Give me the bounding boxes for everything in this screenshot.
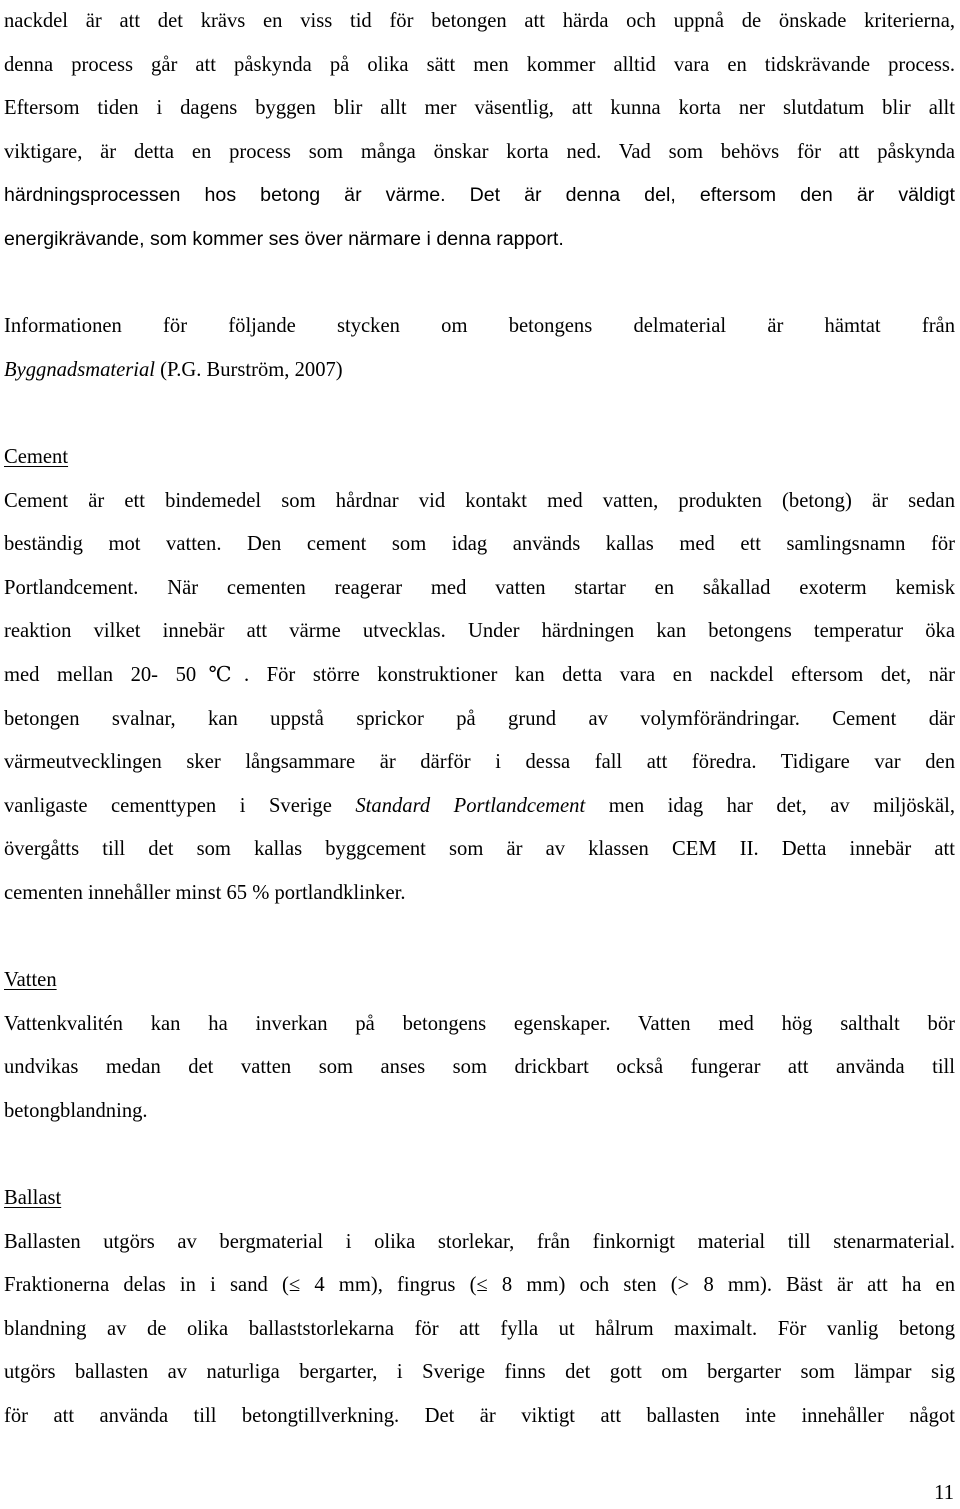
text-line: viktigare, är detta en process som många önskar korta ned. Vad som behövs för att påskynda — [4, 140, 955, 163]
text-line: Eftersom tiden i dagens byggen blir allt mer väsentlig, att kunna korta ner slutdatum blir allt — [4, 97, 955, 120]
text-line: utgörs ballasten av naturliga bergarter, i Sverige finns det gott om bergarter som lämpar sig — [4, 1361, 955, 1384]
text-line: Informationen för följande stycken om betongens delmaterial är hämtat från — [4, 315, 955, 338]
document-page — [4, 0, 955, 1439]
page-number: 11 — [934, 1482, 954, 1504]
text-line: övergåtts till det som kallas byggcement som är av klassen CEM II. Detta innebär att — [4, 838, 955, 861]
text-span: vanligaste cementtypen i Sverige — [4, 794, 356, 817]
text-line: Cement är ett bindemedel som hårdnar vid kontakt med vatten, produkten (betong) är sedan — [4, 489, 955, 512]
text-line: betongblandning. — [4, 1099, 148, 1122]
text-line: Vattenkvalitén kan ha inverkan på betongens egenskaper. Vatten med hög salthalt bör — [4, 1012, 955, 1035]
ballast-section — [4, 1177, 955, 1439]
cement-section — [4, 436, 955, 916]
text-line: värmeutvecklingen sker långsammare är därför i dessa fall att föredra. Tidigare var den — [4, 751, 955, 774]
text-line — [4, 785, 955, 829]
section-heading-ballast: Ballast — [4, 1187, 62, 1210]
section-heading-vatten: Vatten — [4, 969, 57, 992]
text-line: Fraktionerna delas in i sand (≤ 4 mm), fingrus (≤ 8 mm) och sten (> 8 mm). Bäst är att ha en — [4, 1274, 955, 1297]
citation-line — [4, 349, 955, 393]
text-line: reaktion vilket innebär att värme utvecklas. Under härdningen kan betongens temperatur öka — [4, 620, 955, 643]
text-line: härdningsprocessen hos betong är värme. Det är denna del, eftersom den är väldigt — [4, 184, 955, 207]
text-line: cementen innehåller minst 65 % portlandklinker. — [4, 881, 406, 904]
text-line: betongen svalnar, kan uppstå sprickor på grund av volymförändringar. Cement där — [4, 707, 955, 730]
text-line: denna process går att påskynda på olika sätt men kommer alltid vara en tidskrävande process. — [4, 53, 955, 76]
text-line: undvikas medan det vatten som anses som drickbart också fungerar att använda till — [4, 1056, 955, 1079]
source-paragraph — [4, 305, 955, 392]
text-line: för att använda till betongtillverkning. Det är viktigt att ballasten inte innehåller något — [4, 1405, 955, 1427]
text-line: nackdel är att det krävs en viss tid för betongen att härda och uppnå de önskade kriterierna, — [4, 10, 955, 32]
italic-term: Standard Portlandcement — [355, 794, 586, 817]
text-line: energikrävande, som kommer ses över närmare i denna rapport. — [4, 227, 564, 250]
text-line: beständig mot vatten. Den cement som idag används kallas med ett samlingsnamn för — [4, 533, 955, 556]
text-line: Ballasten utgörs av bergmaterial i olika storlekar, från finkornigt material till stenarmaterial. — [4, 1230, 955, 1253]
book-title: Byggnadsmaterial — [4, 358, 156, 381]
text-line: blandning av de olika ballaststorlekarna för att fylla ut hålrum maximalt. För vanlig betong — [4, 1317, 955, 1340]
citation-text: (P.G. Burström, 2007) — [155, 358, 343, 381]
section-heading-cement: Cement — [4, 445, 69, 468]
text-line: med mellan 20- 50℃. För större konstruktioner kan detta vara en nackdel eftersom det, när — [4, 663, 955, 686]
vatten-section — [4, 959, 955, 1133]
text-span: men idag har det, av miljöskäl, — [585, 794, 955, 817]
intro-paragraph — [4, 0, 955, 262]
text-line: Portlandcement. När cementen reagerar med vatten startar en såkallad exoterm kemisk — [4, 576, 955, 599]
